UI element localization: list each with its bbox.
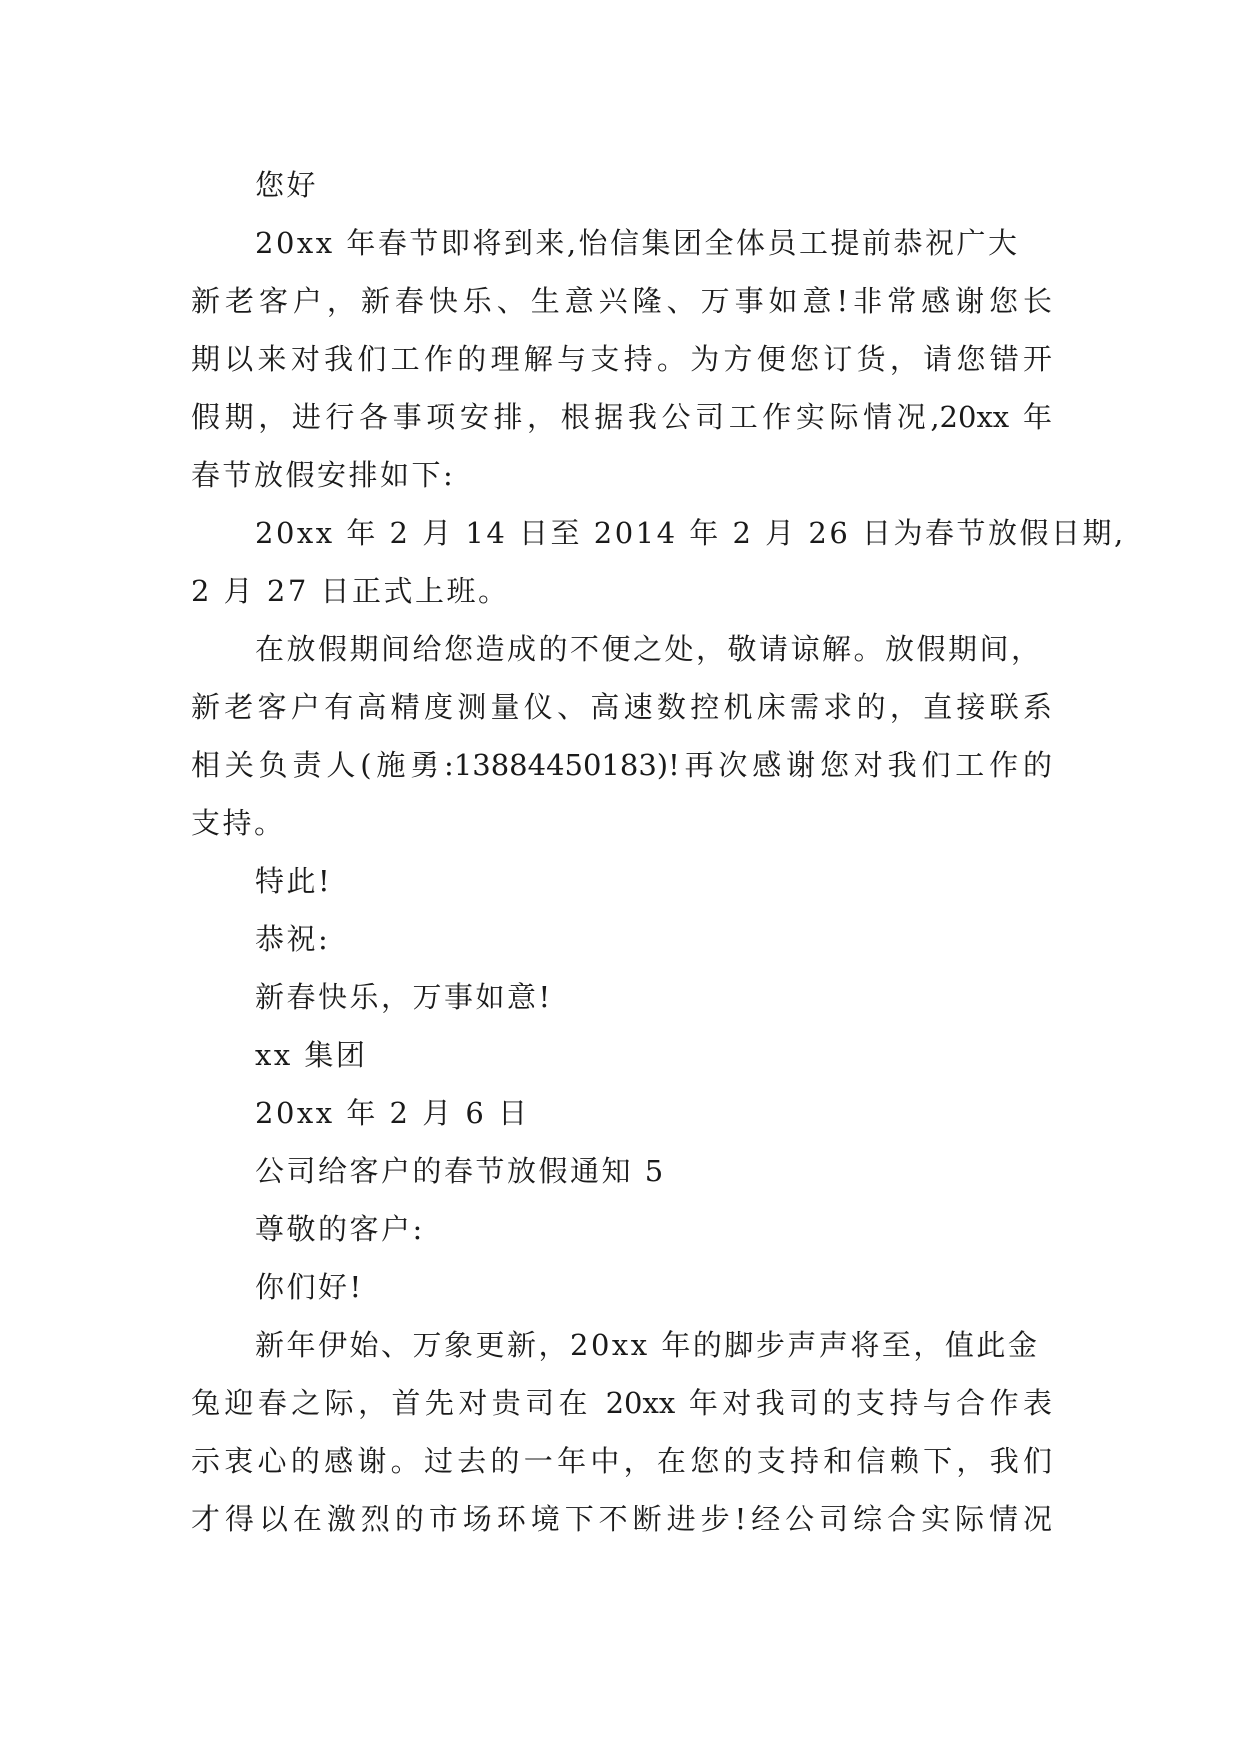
greeting-line: 您好 xyxy=(255,168,319,202)
paragraph-line: 兔迎春之际，首先对贵司在 20xx 年对我司的支持与合作表 xyxy=(191,1386,1052,1420)
section-title: 公司给客户的春节放假通知 5 xyxy=(255,1154,666,1188)
paragraph-line: 2 月 27 日正式上班。 xyxy=(191,574,510,608)
closing-line: 新春快乐，万事如意! xyxy=(255,980,553,1014)
signature-company: xx 集团 xyxy=(255,1038,368,1072)
paragraph-line: 新老客户，新春快乐、生意兴隆、万事如意!非常感谢您长 xyxy=(191,284,1052,318)
paragraph-line: 20xx 年 2 月 14 日至 2014 年 2 月 26 日为春节放假日期, xyxy=(255,516,1126,550)
signature-date: 20xx 年 2 月 6 日 xyxy=(255,1096,530,1130)
paragraph-line: 20xx 年春节即将到来,怡信集团全体员工提前恭祝广大 xyxy=(255,226,1020,260)
paragraph-line: 新年伊始、万象更新，20xx 年的脚步声声将至，值此金 xyxy=(255,1328,1040,1362)
paragraph-line: 期以来对我们工作的理解与支持。为方便您订货，请您错开 xyxy=(191,342,1052,376)
greeting-line: 你们好! xyxy=(255,1270,364,1304)
paragraph-line: 支持。 xyxy=(191,806,286,840)
paragraph-line: 新老客户有高精度测量仪、高速数控机床需求的，直接联系 xyxy=(191,690,1052,724)
paragraph-line: 才得以在激烈的市场环境下不断进步!经公司综合实际情况 xyxy=(191,1502,1052,1536)
paragraph-line: 相关负责人(施勇:13884450183)!再次感谢您对我们工作的 xyxy=(191,748,1052,782)
salutation-line: 尊敬的客户: xyxy=(255,1212,425,1246)
closing-line: 特此! xyxy=(255,864,333,898)
paragraph-line: 春节放假安排如下: xyxy=(191,458,456,492)
closing-line: 恭祝: xyxy=(255,922,331,956)
paragraph-line: 示衷心的感谢。过去的一年中，在您的支持和信赖下，我们 xyxy=(191,1444,1052,1478)
paragraph-line: 假期，进行各事项安排，根据我公司工作实际情况,20xx 年 xyxy=(191,400,1052,434)
paragraph-line: 在放假期间给您造成的不便之处，敬请谅解。放假期间， xyxy=(255,632,1043,666)
